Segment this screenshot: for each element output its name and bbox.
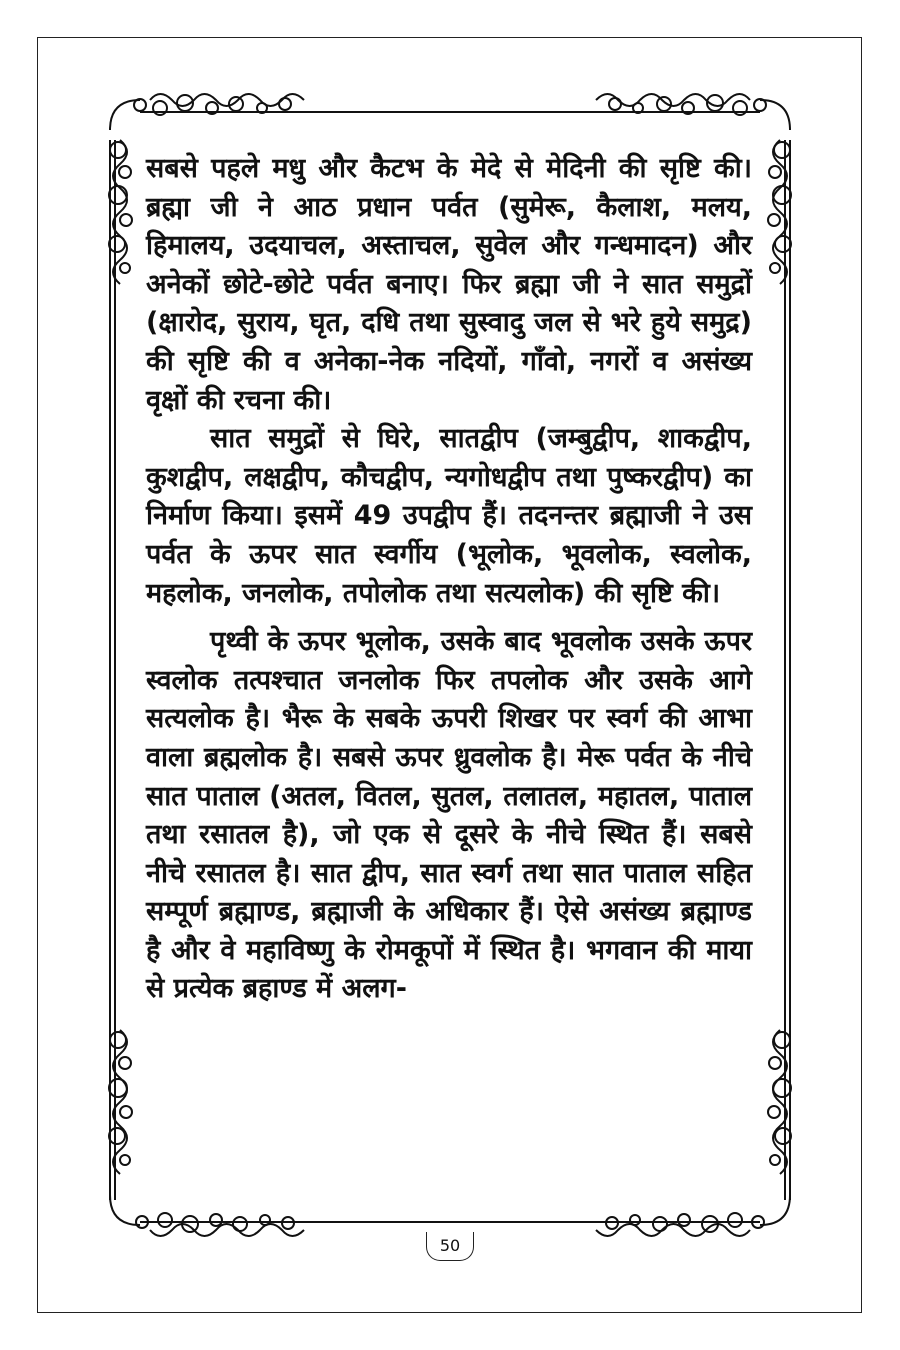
left-vine-ornament-icon — [109, 140, 132, 1174]
page-number: 50 — [426, 1232, 474, 1261]
paragraph-2: सात समुद्रों से घिरे, सातद्वीप (जम्बुद्वीप, शाकद्वीप, कुशद्वीप, लक्षद्वीप, कौचद्वीप, न्यगोधद्वीप तथा पुष्करद्वीप) का निर्माण किया। इसमें 49 उपद्वीप हैं। तदनन्तर ब्रह्माजी ने उस पर्वत के ऊपर सात स्वर्गीय (भूलोक, भूवलोक, स्वलोक, महलोक, जनलोक, तपोलोक तथा सत्यलोक) की सृष्टि की। — [146, 423, 752, 609]
paragraph-3: पृथ्वी के ऊपर भूलोक, उसके बाद भूवलोक उसके ऊपर स्वलोक तत्पश्चात जनलोक फिर तपलोक और उसके आगे सत्यलोक है। भैरू के सबके ऊपरी शिखर पर स्वर्ग की आभा वाला ब्रह्मलोक है। सबसे ऊपर ध्रुवलोक है। मेरू पर्वत के नीचे सात पाताल (अतल, वितल, सुतल, तलातल, महातल, पाताल तथा रसातल है), जो एक से दूसरे के नीचे स्थित हैं। सबसे नीचे रसातल है। सात द्वीप, सात स्वर्ग तथा सात पाताल सहित सम्पूर्ण ब्रह्माण्ड, ब्रह्माजी के अधिकार हैं। ऐसे असंख्य ब्रह्माण्ड है और वे महाविष्णु के रोमकूपों में स्थित है। भगवान की माया से प्रत्येक ब्रहाण्ड में अलग- — [146, 626, 752, 1005]
paragraph-1: सबसे पहले मधु और कैटभ के मेदे से मेदिनी की सृष्टि की। ब्रह्मा जी ने आठ प्रधान पर्वत (सुमेरू, कैलाश, मलय, हिमालय, उदयाचल, अस्ताचल, सुवेल और गन्धमादन) और अनेकों छोटे-छोटे पर्वत बनाए। फिर ब्रह्मा जी ने सात समुद्रों (क्षारोद, सुराय, घृत, दधि तथा सुस्वादु जल से भरे हुये समुद्र) की सृष्टि की व अनेका-नेक नदियों, गाँवो, नगरों व असंख्य वृक्षों की रचना की। — [146, 153, 752, 416]
bottom-left-ornament-icon — [110, 1195, 304, 1236]
right-vine-ornament-icon — [768, 140, 791, 1174]
bottom-right-ornament-icon — [596, 1195, 790, 1236]
body-text — [146, 150, 752, 1009]
